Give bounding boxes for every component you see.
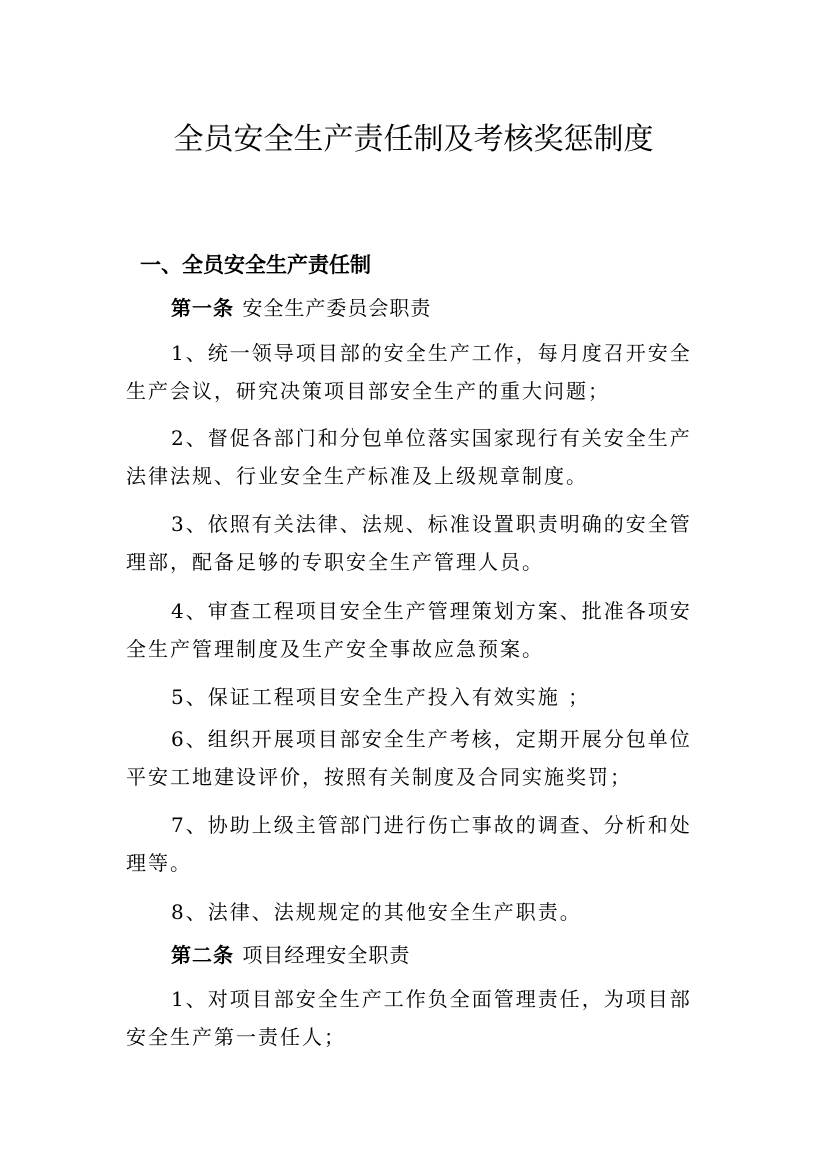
item-line: 全生产管理制度及生产安全事故应急预案。 — [126, 637, 544, 661]
item-line: 2、督促各部门和分包单位落实国家现行有关安全生产 — [171, 426, 692, 450]
list-item — [126, 334, 704, 410]
item-line: 7、协助上级主管部门进行伤亡事故的调查、分析和处 — [171, 813, 692, 837]
item-line: 1、统一领导项目部的安全生产工作，每月度召开安全 — [171, 341, 692, 365]
item-line: 1、对项目部安全生产工作负全面管理责任，为项目部 — [171, 987, 692, 1011]
article-heading — [126, 289, 704, 327]
article-title: 项目经理安全职责 — [242, 943, 411, 967]
article-label: 第一条 — [171, 296, 234, 320]
item-line: 5、保证工程项目安全生产投入有效实施 ； — [171, 685, 591, 709]
document-title: 全员安全生产责任制及考核奖惩制度 — [173, 122, 654, 157]
item-line: 安全生产第一责任人； — [126, 1025, 346, 1049]
item-line: 平安工地建设评价，按照有关制度及合同实施奖罚； — [126, 765, 632, 789]
item-line: 理等。 — [126, 851, 192, 875]
list-item — [126, 893, 704, 931]
article-label: 第二条 — [171, 943, 234, 967]
list-item — [126, 592, 704, 668]
item-line: 4、审查工程项目安全生产管理策划方案、批准各项安 — [171, 599, 692, 623]
list-item — [126, 806, 704, 882]
article-heading — [126, 936, 704, 974]
item-line: 8、法律、法规规定的其他安全生产职责。 — [171, 900, 582, 924]
list-item — [126, 980, 704, 1056]
list-item — [126, 419, 704, 495]
list-item — [126, 505, 704, 581]
list-item — [126, 720, 704, 796]
item-line: 生产会议，研究决策项目部安全生产的重大问题； — [126, 379, 610, 403]
article-title: 安全生产委员会职责 — [242, 296, 432, 320]
item-line: 理部，配备足够的专职安全生产管理人员。 — [126, 550, 544, 574]
item-line: 法律法规、行业安全生产标准及上级规章制度。 — [126, 464, 588, 488]
section-heading: 一、全员安全生产责任制 — [140, 252, 371, 277]
item-line: 3、依照有关法律、法规、标准设置职责明确的安全管 — [171, 512, 692, 536]
item-line: 6、组织开展项目部安全生产考核，定期开展分包单位 — [171, 727, 692, 751]
list-item — [126, 678, 704, 716]
